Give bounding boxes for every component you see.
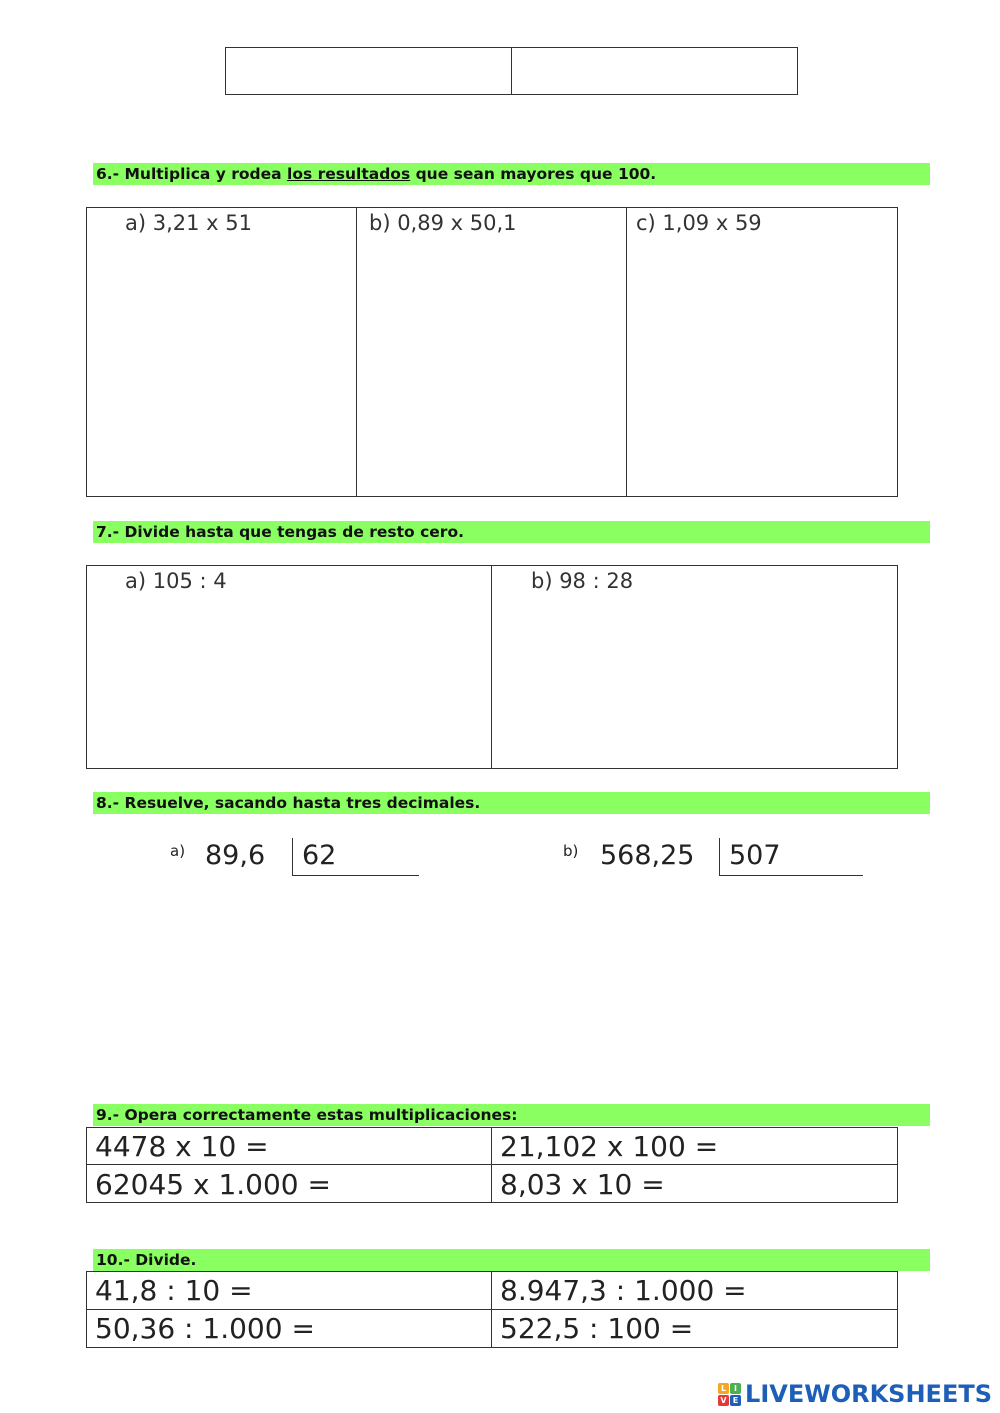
section-8-a-divisor: 62 xyxy=(302,840,337,871)
section-8-b-bracket-vertical xyxy=(719,838,720,876)
liveworksheets-logo-text: LIVEWORKSHEETS xyxy=(745,1380,992,1408)
section-6-title-underlined: los resultados xyxy=(287,165,411,183)
liveworksheets-logo xyxy=(718,1380,992,1408)
section-8-b-bracket-horizontal xyxy=(719,875,863,876)
section-8-b-work-area[interactable] xyxy=(595,880,875,1080)
section-10-cell-2-1[interactable]: 50,36 : 1.000 = xyxy=(95,1312,315,1345)
section-10-title: 10.- Divide. xyxy=(93,1249,930,1271)
section-6-item-c: c) 1,09 x 59 xyxy=(636,211,762,235)
section-6-item-b: b) 0,89 x 50,1 xyxy=(369,211,517,235)
section-8-b-divisor: 507 xyxy=(729,840,781,871)
section-6-title xyxy=(93,163,930,185)
section-10-cell-2-2[interactable]: 522,5 : 100 = xyxy=(500,1312,694,1345)
section-7-work-area-b[interactable] xyxy=(492,603,896,767)
section-8-b-dividend: 568,25 xyxy=(600,840,695,871)
section-9-title: 9.- Opera correctamente estas multiplicaciones: xyxy=(93,1104,930,1126)
logo-mark-l: L xyxy=(718,1383,729,1394)
logo-mark-e: E xyxy=(730,1395,741,1406)
section-6-item-a: a) 3,21 x 51 xyxy=(125,211,252,235)
section-9-cell-2-2[interactable]: 8,03 x 10 = xyxy=(500,1168,665,1201)
section-9-cell-1-2[interactable]: 21,102 x 100 = xyxy=(500,1130,719,1163)
section-7-work-area-a[interactable] xyxy=(87,603,490,767)
section-9-col-divider xyxy=(491,1127,492,1203)
section-7-item-b: b) 98 : 28 xyxy=(531,569,634,593)
section-7-title: 7.- Divide hasta que tengas de resto cero. xyxy=(93,521,930,543)
section-7-item-a: a) 105 : 4 xyxy=(125,569,227,593)
section-8-b-label: b) xyxy=(563,842,579,860)
section-10-col-divider xyxy=(491,1271,492,1348)
top-answer-divider xyxy=(511,47,512,95)
logo-mark-i: I xyxy=(730,1383,741,1394)
section-10-cell-1-2[interactable]: 8.947,3 : 1.000 = xyxy=(500,1274,747,1307)
section-9-cell-1-1[interactable]: 4478 x 10 = xyxy=(95,1130,269,1163)
section-6-title-post: que sean mayores que 100. xyxy=(410,165,657,183)
section-8-a-bracket-vertical xyxy=(292,838,293,876)
section-8-a-dividend: 89,6 xyxy=(205,840,266,871)
section-9-cell-2-1[interactable]: 62045 x 1.000 = xyxy=(95,1168,331,1201)
section-6-title-pre: 6.- Multiplica y rodea xyxy=(96,165,288,183)
section-8-a-bracket-horizontal xyxy=(292,875,419,876)
section-8-a-label: a) xyxy=(170,842,186,860)
section-6-work-area-b[interactable] xyxy=(357,245,625,495)
section-8-title: 8.- Resuelve, sacando hasta tres decimales. xyxy=(93,792,930,814)
section-8-a-work-area[interactable] xyxy=(200,880,430,1080)
section-10-cell-1-1[interactable]: 41,8 : 10 = xyxy=(95,1274,253,1307)
liveworksheets-logo-icon xyxy=(718,1383,741,1406)
section-6-work-area-c[interactable] xyxy=(627,245,896,495)
logo-mark-v: V xyxy=(718,1395,729,1406)
section-6-work-area-a[interactable] xyxy=(87,245,355,495)
